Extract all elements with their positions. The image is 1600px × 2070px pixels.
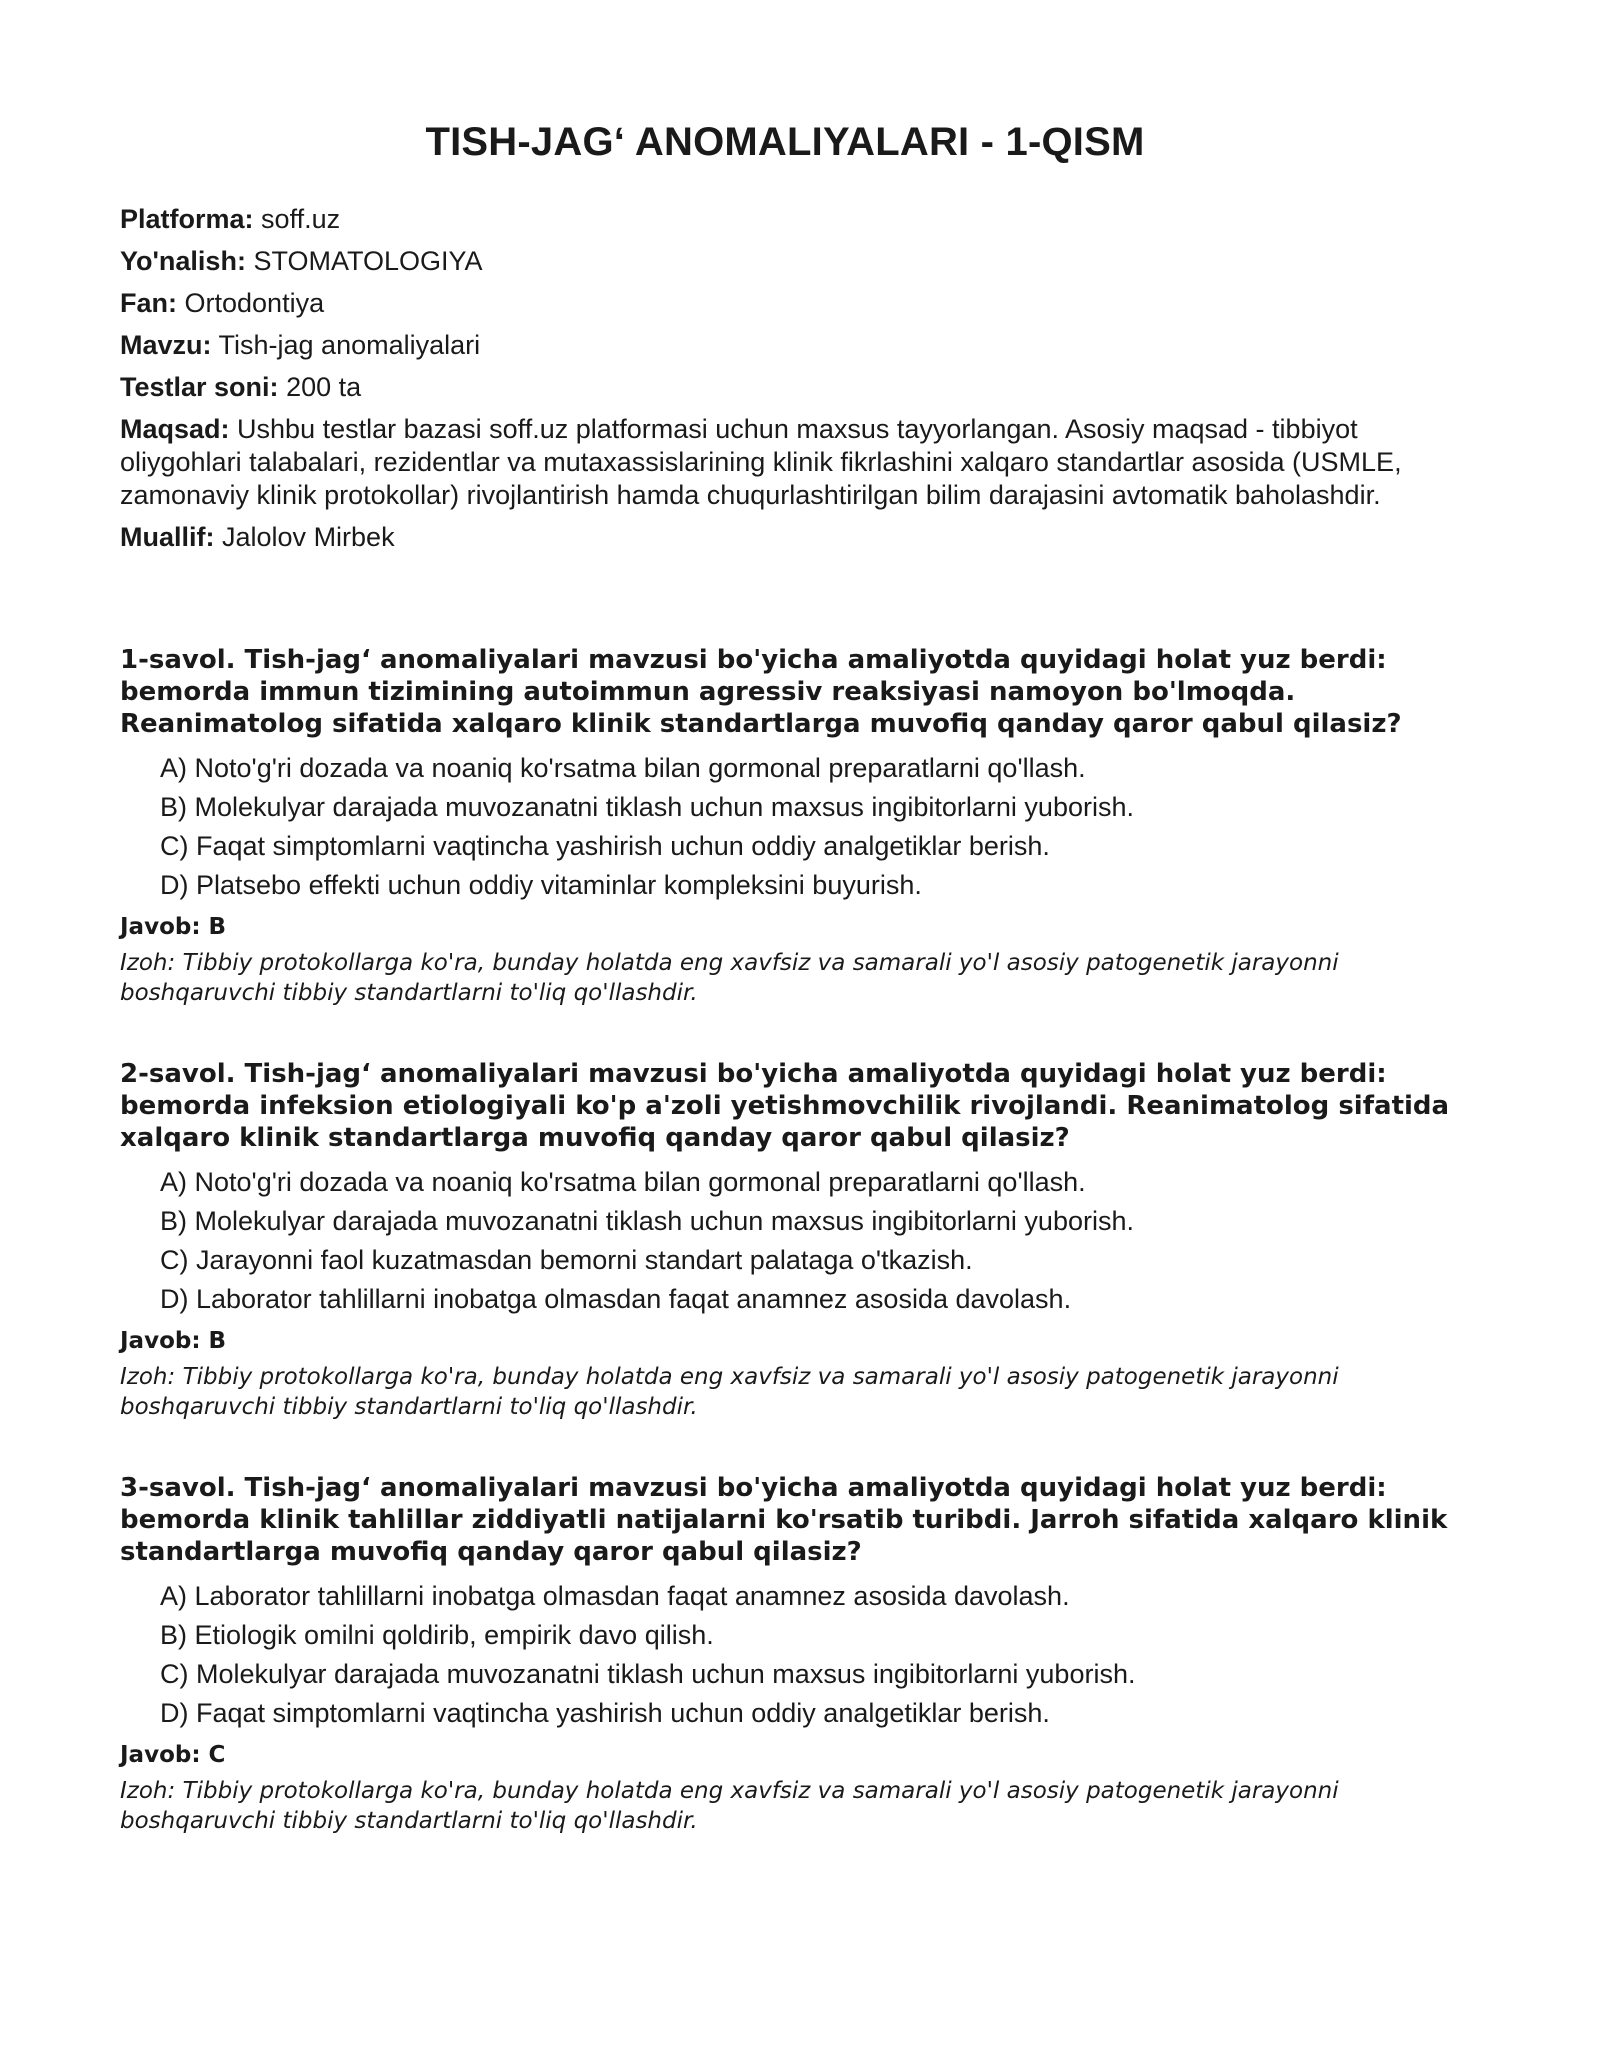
meta-direction-label: Yo'nalish: bbox=[120, 246, 246, 276]
question-2 bbox=[120, 1058, 1450, 1422]
question-text: 2-savol. Tish-jag‘ anomaliyalari mavzusi bo'yicha amaliyotda quyidagi holat yuz berdi: bemorda infeksion etiologiyali ko'p a'zoli yetishmovchilik rivojlandi. Reanimatolog sifatida xalqaro klinik standartlarga muvofiq qanday qaror qabul qilasiz? bbox=[120, 1059, 1450, 1153]
option-d: D) Platsebo effekti uchun oddiy vitaminlar kompleksini buyurish. bbox=[160, 870, 922, 900]
meta-topic-label: Mavzu: bbox=[120, 330, 212, 360]
option-c: C) Jarayonni faol kuzatmasdan bemorni standart palataga o'tkazish. bbox=[160, 1245, 973, 1275]
meta-author-value: Jalolov Mirbek bbox=[222, 522, 395, 552]
meta-direction-value: STOMATOLOGIYA bbox=[253, 246, 483, 276]
question-text: 3-savol. Tish-jag‘ anomaliyalari mavzusi bo'yicha amaliyotda quyidagi holat yuz berdi: bemorda klinik tahlillar ziddiyatli natijalarni ko'rsatib turibdi. Jarroh sifatida xalqaro klinik standartlarga muvofiq qanday qaror qabul qilasiz? bbox=[120, 1473, 1448, 1567]
answer-line: Javob: B bbox=[120, 1328, 227, 1354]
meta-author-label: Muallif: bbox=[120, 522, 215, 552]
explanation-text: Izoh: Tibbiy protokollarga ko'ra, bunday holatda eng xavfsiz va samarali yo'l asosiy patogenetik jarayonni boshqaruvchi tibbiy standartlarni to'liq qo'llashdir. bbox=[120, 1364, 1339, 1420]
meta-platform-label: Platforma: bbox=[120, 204, 254, 234]
option-b: B) Molekulyar darajada muvozanatni tiklash uchun maxsus ingibitorlarni yuborish. bbox=[160, 792, 1134, 822]
option-b: B) Etiologik omilni qoldirib, empirik davo qilish. bbox=[160, 1620, 714, 1650]
option-b: B) Molekulyar darajada muvozanatni tiklash uchun maxsus ingibitorlarni yuborish. bbox=[160, 1206, 1134, 1236]
document-page bbox=[120, 120, 1450, 1836]
meta-test-count-label: Testlar soni: bbox=[120, 372, 279, 402]
meta-subject-value: Ortodontiya bbox=[184, 288, 325, 318]
meta-platform bbox=[120, 203, 1450, 236]
meta-subject-label: Fan: bbox=[120, 288, 177, 318]
meta-goal-label: Maqsad: bbox=[120, 414, 230, 444]
option-a: A) Laborator tahlillarni inobatga olmasdan faqat anamnez asosida davolash. bbox=[160, 1581, 1070, 1611]
meta-subject bbox=[120, 287, 1450, 320]
document-title: TISH-JAG‘ ANOMALIYALARI - 1-QISM bbox=[425, 120, 1145, 164]
meta-test-count bbox=[120, 371, 1450, 404]
meta-author bbox=[120, 521, 1450, 554]
meta-goal bbox=[120, 413, 1450, 512]
question-text: 1-savol. Tish-jag‘ anomaliyalari mavzusi bo'yicha amaliyotda quyidagi holat yuz berdi: bemorda immun tizimining autoimmun agressiv reaksiyasi namoyon bo'lmoqda. Reanimatolog sifatida xalqaro klinik standartlarga muvofiq qanday qaror qabul qilasiz? bbox=[120, 645, 1402, 739]
question-1 bbox=[120, 644, 1450, 1008]
option-a: A) Noto'g'ri dozada va noaniq ko'rsatma bilan gormonal preparatlarni qo'llash. bbox=[160, 1167, 1086, 1197]
option-a: A) Noto'g'ri dozada va noaniq ko'rsatma bilan gormonal preparatlarni qo'llash. bbox=[160, 753, 1086, 783]
question-options bbox=[160, 752, 1450, 902]
option-d: D) Faqat simptomlarni vaqtincha yashirish uchun oddiy analgetiklar berish. bbox=[160, 1698, 1050, 1728]
answer-line: Javob: C bbox=[120, 1742, 226, 1768]
question-options bbox=[160, 1580, 1450, 1730]
answer-line: Javob: B bbox=[120, 914, 227, 940]
question-3 bbox=[120, 1472, 1450, 1836]
meta-test-count-value: 200 ta bbox=[286, 372, 362, 402]
question-options bbox=[160, 1166, 1450, 1316]
meta-topic bbox=[120, 329, 1450, 362]
meta-topic-value: Tish-jag anomaliyalari bbox=[218, 330, 481, 360]
option-c: C) Faqat simptomlarni vaqtincha yashirish uchun oddiy analgetiklar berish. bbox=[160, 831, 1050, 861]
explanation-text: Izoh: Tibbiy protokollarga ko'ra, bunday holatda eng xavfsiz va samarali yo'l asosiy patogenetik jarayonni boshqaruvchi tibbiy standartlarni to'liq qo'llashdir. bbox=[120, 1778, 1339, 1834]
meta-goal-value: Ushbu testlar bazasi soff.uz platformasi uchun maxsus tayyorlangan. Asosiy maqsad - tibbiyot oliygohlari talabalari, rezidentlar va mutaxassislarining klinik fikrlashini xalqaro standartlar asosida (USMLE, zamonaviy klinik protokollar) rivojlantirish hamda chuqurlashtirilgan bilim darajasini avtomatik baholashdir. bbox=[120, 414, 1402, 510]
meta-direction bbox=[120, 245, 1450, 278]
explanation-text: Izoh: Tibbiy protokollarga ko'ra, bunday holatda eng xavfsiz va samarali yo'l asosiy patogenetik jarayonni boshqaruvchi tibbiy standartlarni to'liq qo'llashdir. bbox=[120, 950, 1339, 1006]
meta-platform-value: soff.uz bbox=[261, 204, 341, 234]
option-d: D) Laborator tahlillarni inobatga olmasdan faqat anamnez asosida davolash. bbox=[160, 1284, 1072, 1314]
document-meta bbox=[120, 203, 1450, 554]
option-c: C) Molekulyar darajada muvozanatni tiklash uchun maxsus ingibitorlarni yuborish. bbox=[160, 1659, 1136, 1689]
